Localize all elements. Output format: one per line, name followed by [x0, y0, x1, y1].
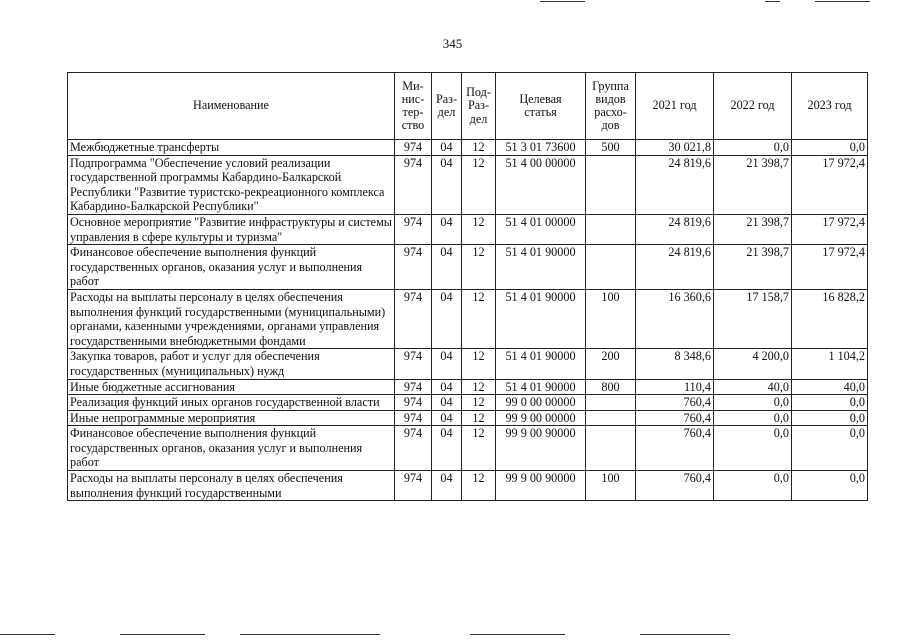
cell-ministry: 974: [395, 289, 432, 348]
cell-subsection: 12: [462, 410, 496, 426]
bottom-edge-line: [640, 634, 730, 635]
cell-subsection: 12: [462, 379, 496, 395]
cell-expense-group: 500: [586, 140, 636, 156]
cell-target-article: 51 4 01 00000: [496, 214, 586, 244]
cell-name: Финансовое обеспечение выполнения функций государственных органов, оказания услуг и выполнения работ: [68, 426, 395, 471]
cell-expense-group: 100: [586, 471, 636, 501]
cell-subsection: 12: [462, 155, 496, 214]
cell-2022: 21 398,7: [714, 155, 792, 214]
cell-section: 04: [432, 245, 462, 290]
cell-target-article: 51 4 01 90000: [496, 245, 586, 290]
cell-name: Межбюджетные трансферты: [68, 140, 395, 156]
cell-section: 04: [432, 140, 462, 156]
header-2023: 2023 год: [792, 73, 868, 140]
cell-section: 04: [432, 379, 462, 395]
table-body: [68, 140, 868, 501]
cell-section: 04: [432, 426, 462, 471]
cell-section: 04: [432, 349, 462, 379]
cell-name: Основное мероприятие "Развитие инфраструктуры и системы управления в сфере культуры и туризма": [68, 214, 395, 244]
cell-expense-group: [586, 395, 636, 411]
header-section: Раз- дел: [432, 73, 462, 140]
table-row: [68, 426, 868, 471]
cell-section: 04: [432, 289, 462, 348]
table-row: [68, 349, 868, 379]
cell-target-article: 99 0 00 00000: [496, 395, 586, 411]
cell-expense-group: [586, 410, 636, 426]
cell-section: 04: [432, 410, 462, 426]
cell-2022: 40,0: [714, 379, 792, 395]
cell-ministry: 974: [395, 410, 432, 426]
cell-2022: 0,0: [714, 426, 792, 471]
cell-2023: 17 972,4: [792, 155, 868, 214]
cell-2021: 760,4: [636, 471, 714, 501]
cell-subsection: 12: [462, 140, 496, 156]
cell-ministry: 974: [395, 140, 432, 156]
cell-2021: 110,4: [636, 379, 714, 395]
cell-ministry: 974: [395, 426, 432, 471]
cell-2021: 760,4: [636, 410, 714, 426]
header-name: Наименование: [68, 73, 395, 140]
cell-expense-group: [586, 426, 636, 471]
cell-target-article: 99 9 00 00000: [496, 410, 586, 426]
cell-2022: 21 398,7: [714, 214, 792, 244]
cell-2023: 17 972,4: [792, 214, 868, 244]
table-row: [68, 140, 868, 156]
cell-2023: 0,0: [792, 395, 868, 411]
table-row: [68, 410, 868, 426]
cell-2021: 24 819,6: [636, 245, 714, 290]
cell-2022: 0,0: [714, 140, 792, 156]
table-row: [68, 395, 868, 411]
cell-target-article: 51 4 00 00000: [496, 155, 586, 214]
table-row: [68, 245, 868, 290]
cell-subsection: 12: [462, 471, 496, 501]
cell-section: 04: [432, 395, 462, 411]
cell-2023: 1 104,2: [792, 349, 868, 379]
top-edge-line: [765, 1, 780, 2]
cell-name: Иные бюджетные ассигнования: [68, 379, 395, 395]
header-subsection: Под- Раз- дел: [462, 73, 496, 140]
header-target-article: Целевая статья: [496, 73, 586, 140]
cell-2022: 0,0: [714, 395, 792, 411]
bottom-edge-line: [470, 634, 565, 635]
cell-subsection: 12: [462, 214, 496, 244]
cell-ministry: 974: [395, 379, 432, 395]
header-2022: 2022 год: [714, 73, 792, 140]
cell-ministry: 974: [395, 155, 432, 214]
cell-2022: 21 398,7: [714, 245, 792, 290]
page-number: 345: [442, 36, 463, 51]
table-row: [68, 379, 868, 395]
cell-section: 04: [432, 471, 462, 501]
cell-2021: 760,4: [636, 395, 714, 411]
cell-ministry: 974: [395, 471, 432, 501]
cell-subsection: 12: [462, 426, 496, 471]
cell-2023: 17 972,4: [792, 245, 868, 290]
cell-name: Подпрограмма "Обеспечение условий реализации государственной программы Кабардино-Балкарской Республики "Развитие туристско-рекреационного комплекса Кабардино-Балкарской Республики": [68, 155, 395, 214]
cell-2023: 40,0: [792, 379, 868, 395]
cell-2021: 8 348,6: [636, 349, 714, 379]
bottom-edge-line: [120, 634, 205, 635]
cell-name: Расходы на выплаты персоналу в целях обеспечения выполнения функций государственными: [68, 471, 395, 501]
cell-2021: 24 819,6: [636, 214, 714, 244]
cell-subsection: 12: [462, 395, 496, 411]
table-row: [68, 155, 868, 214]
cell-subsection: 12: [462, 349, 496, 379]
cell-ministry: 974: [395, 395, 432, 411]
cell-expense-group: 200: [586, 349, 636, 379]
cell-name: Финансовое обеспечение выполнения функций государственных органов, оказания услуг и выполнения работ: [68, 245, 395, 290]
cell-expense-group: 100: [586, 289, 636, 348]
cell-section: 04: [432, 155, 462, 214]
cell-2021: 760,4: [636, 426, 714, 471]
top-edge-line: [540, 1, 585, 2]
cell-2021: 16 360,6: [636, 289, 714, 348]
cell-ministry: 974: [395, 245, 432, 290]
table-row: [68, 289, 868, 348]
cell-ministry: 974: [395, 214, 432, 244]
cell-2023: 0,0: [792, 410, 868, 426]
cell-subsection: 12: [462, 245, 496, 290]
cell-target-article: 99 9 00 90000: [496, 426, 586, 471]
header-2021: 2021 год: [636, 73, 714, 140]
cell-subsection: 12: [462, 289, 496, 348]
bottom-edge-line: [0, 634, 55, 635]
cell-name: Закупка товаров, работ и услуг для обеспечения государственных (муниципальных) нужд: [68, 349, 395, 379]
table-row: [68, 471, 868, 501]
cell-name: Иные непрограммные мероприятия: [68, 410, 395, 426]
table-row: [68, 214, 868, 244]
cell-2022: 0,0: [714, 410, 792, 426]
cell-target-article: 51 4 01 90000: [496, 289, 586, 348]
budget-table: [67, 72, 868, 501]
top-edge-line: [815, 1, 870, 2]
header-expense-group: Группа видов расхо- дов: [586, 73, 636, 140]
cell-ministry: 974: [395, 349, 432, 379]
cell-name: Реализация функций иных органов государственной власти: [68, 395, 395, 411]
cell-2023: 16 828,2: [792, 289, 868, 348]
bottom-edge-line: [240, 634, 380, 635]
cell-expense-group: [586, 245, 636, 290]
cell-2022: 0,0: [714, 471, 792, 501]
cell-target-article: 51 4 01 90000: [496, 379, 586, 395]
cell-2023: 0,0: [792, 426, 868, 471]
cell-2023: 0,0: [792, 140, 868, 156]
cell-expense-group: [586, 155, 636, 214]
cell-2022: 17 158,7: [714, 289, 792, 348]
cell-target-article: 99 9 00 90000: [496, 471, 586, 501]
cell-expense-group: 800: [586, 379, 636, 395]
header-row: [68, 73, 868, 140]
cell-target-article: 51 4 01 90000: [496, 349, 586, 379]
cell-2023: 0,0: [792, 471, 868, 501]
cell-section: 04: [432, 214, 462, 244]
cell-expense-group: [586, 214, 636, 244]
cell-2021: 30 021,8: [636, 140, 714, 156]
cell-2021: 24 819,6: [636, 155, 714, 214]
header-ministry: Ми- нис- тер- ство: [395, 73, 432, 140]
cell-name: Расходы на выплаты персоналу в целях обеспечения выполнения функций государственными (муниципальными) органами, казенными учреждениями, органами управления государственными внебюджетными фондами: [68, 289, 395, 348]
cell-target-article: 51 3 01 73600: [496, 140, 586, 156]
cell-2022: 4 200,0: [714, 349, 792, 379]
